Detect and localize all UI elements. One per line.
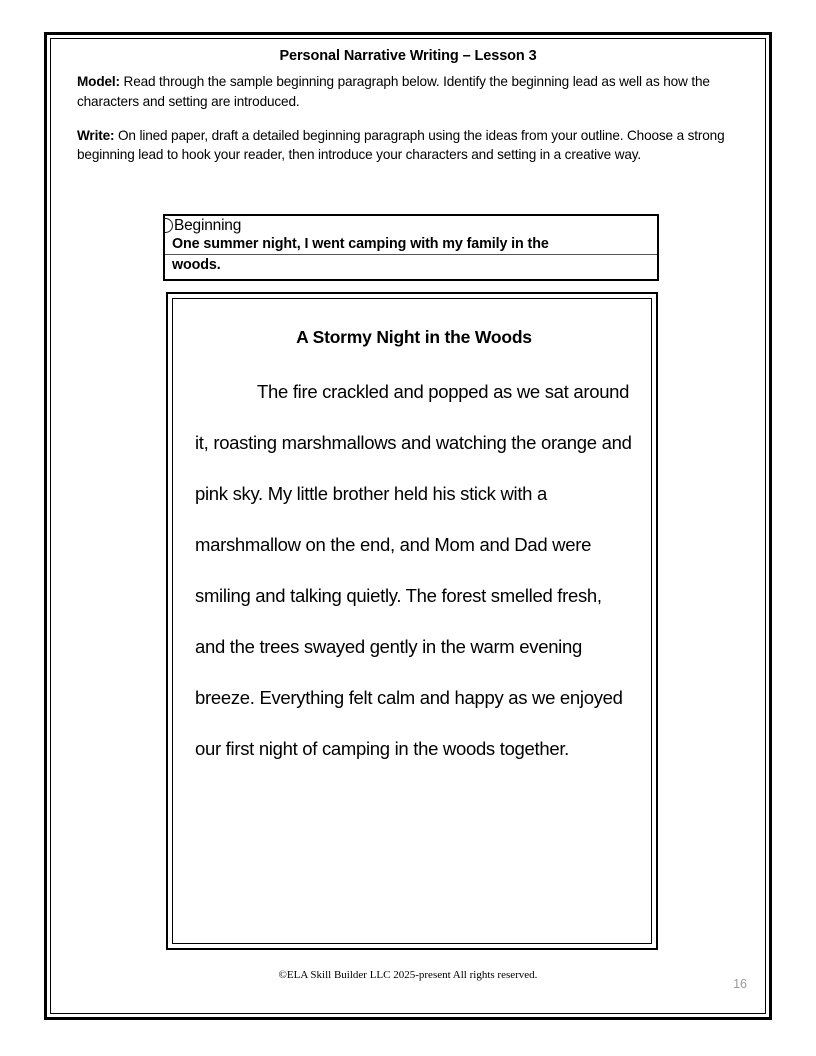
page-title: Personal Narrative Writing – Lesson 3 (279, 48, 537, 64)
instruction-model-text: Read through the sample beginning paragraph below. Identify the beginning lead as well as how the characters and setting are introduced. (77, 74, 710, 109)
beginning-sample-line-2: woods. (172, 256, 221, 273)
story-title: A Stormy Night in the Woods (296, 327, 532, 347)
beginning-label-row (163, 216, 657, 234)
worksheet-page (51, 39, 765, 1013)
model-paragraph-box (166, 292, 658, 950)
beginning-sample-line-1: One summer night, I went camping with my family in the (165, 234, 657, 255)
instruction-write-text: On lined paper, draft a detailed beginning paragraph using the ideas from your outline. Choose a strong beginning lead to hook your reader, then introduce your characters and setting in a creative way. (77, 127, 725, 163)
page-number: 16 (733, 977, 747, 991)
footer-copyright: ©ELA Skill Builder LLC 2025-present All rights reserved. (278, 969, 538, 981)
radio-circle-icon[interactable] (163, 218, 173, 233)
beginning-label: Beginning (174, 217, 242, 234)
beginning-sample-box (163, 214, 659, 281)
instruction-model-lead: Model: (77, 74, 120, 90)
instruction-write-lead: Write: (77, 127, 115, 143)
instructions-block (77, 72, 739, 164)
model-paragraph-box-inner (172, 298, 652, 944)
instruction-write (77, 126, 739, 165)
instruction-model (77, 72, 739, 111)
story-body-text: The fire crackled and popped as we sat around it, roasting marshmallows and watching the orange and pink sky. My little brother held his stick with a marshmallow on the end, and Mom and Dad were smiling and talking quietly. The forest smelled fresh, and the trees swayed gently in the warm evening breeze. Everything felt calm and happy as we enjoyed our first night of camping in the woods together. (195, 381, 632, 759)
